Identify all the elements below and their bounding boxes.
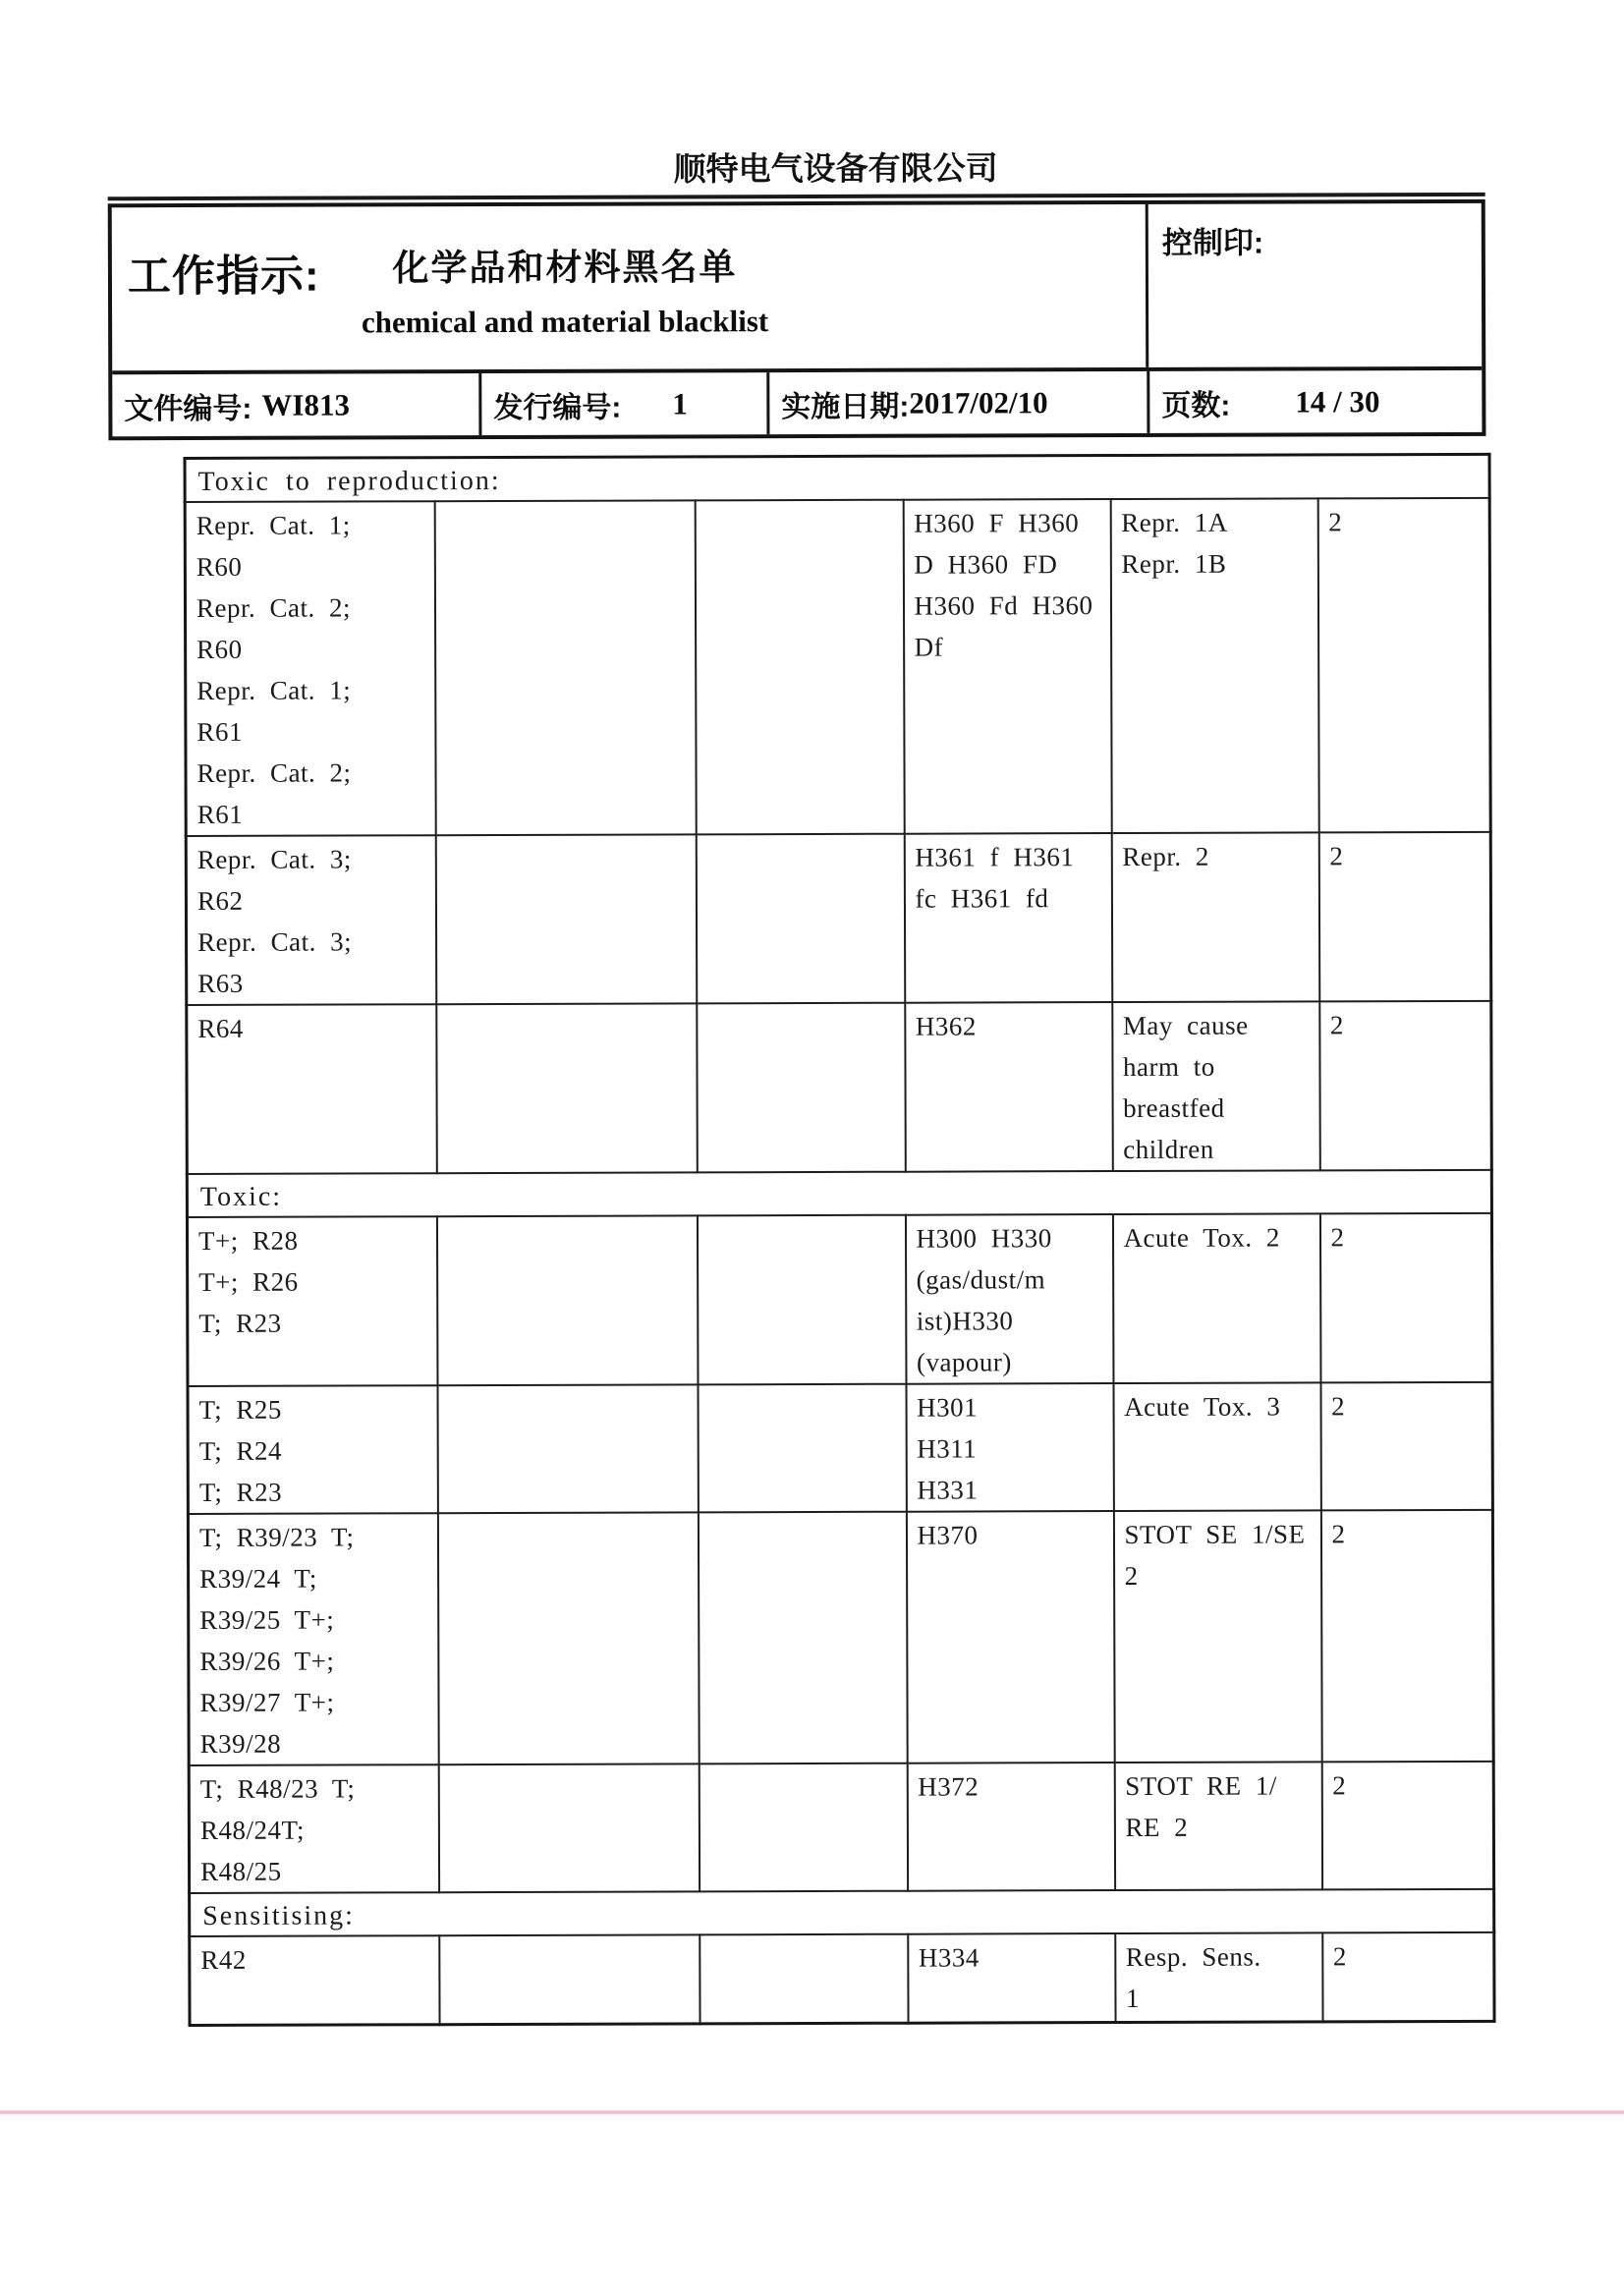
scanner-artifact-line: [0, 2110, 1624, 2114]
cell-hazard-codes: H362: [905, 1002, 1113, 1172]
issue-number-cell: [478, 372, 766, 435]
cell-blank: [435, 834, 697, 1004]
cell-blank: [437, 1384, 698, 1513]
cell-restriction-level: 2: [1320, 1510, 1493, 1763]
control-seal-label: 控制印:: [1161, 225, 1264, 260]
cell-blank: [436, 1215, 698, 1385]
cell-blank: [439, 1934, 700, 2024]
implementation-date-cell: [766, 371, 1147, 434]
doc-number-value: WI813: [261, 386, 350, 422]
cell-ghs-classification: Resp. Sens. 1: [1115, 1932, 1322, 2022]
cell-eu-classification: T+; R28 T+; R26 T; R23: [187, 1216, 437, 1386]
header-meta-row: [112, 370, 1482, 436]
cell-blank: [699, 1763, 907, 1892]
section-label: Toxic:: [187, 1170, 1491, 1217]
implementation-date-label: 实施日期:: [781, 390, 910, 423]
table-row: [187, 1213, 1492, 1386]
doc-number-label: 文件编号:: [124, 392, 252, 425]
header-title-cell: [112, 204, 1147, 370]
cell-restriction-level: 2: [1319, 1213, 1492, 1383]
issue-number-value: 1: [672, 385, 688, 420]
doc-number-cell: [112, 373, 478, 436]
cell-eu-classification: T; R48/23 T; R48/24T; R48/25: [189, 1764, 438, 1893]
table-row: [190, 1932, 1494, 2025]
cell-restriction-level: 2: [1319, 1001, 1492, 1171]
table-row: [187, 1001, 1492, 1174]
section-row: [190, 1889, 1494, 1936]
cell-blank: [697, 1215, 906, 1385]
cell-eu-classification: R42: [190, 1935, 439, 2025]
table-row: [188, 1510, 1493, 1765]
table-row: [185, 498, 1490, 836]
work-instruction-label: 工作指示:: [127, 252, 320, 302]
cell-restriction-level: 2: [1318, 832, 1491, 1002]
cell-blank: [434, 500, 696, 835]
cell-blank: [437, 1512, 699, 1764]
document-header-table: [108, 199, 1486, 440]
table-row: [189, 1762, 1493, 1893]
cell-hazard-codes: H334: [908, 1933, 1115, 2023]
cell-blank: [697, 1003, 906, 1173]
cell-hazard-codes: H361 f H361 fc H361 fd: [904, 833, 1112, 1003]
cell-restriction-level: 2: [1322, 1932, 1494, 2022]
implementation-date-value: 2017/02/10: [909, 384, 1048, 420]
cell-eu-classification: T; R39/23 T; R39/24 T; R39/25 T+; R39/26 T+; R39/27 T+; R39/28: [188, 1513, 438, 1765]
table-row: [188, 1382, 1492, 1514]
cell-ghs-classification: Repr. 2: [1111, 832, 1319, 1002]
cell-blank: [700, 1934, 908, 2024]
cell-ghs-classification: Acute Tox. 3: [1113, 1382, 1320, 1511]
company-name: 顺特电气设备有限公司: [108, 147, 1485, 200]
document-title-en: chemical and material blacklist: [361, 304, 769, 340]
cell-ghs-classification: Acute Tox. 2: [1112, 1213, 1320, 1383]
header-title-row: [112, 203, 1483, 374]
table-row: [186, 832, 1491, 1005]
cell-eu-classification: R64: [187, 1004, 437, 1174]
cell-blank: [436, 1003, 698, 1173]
cell-ghs-classification: May cause harm to breastfed children: [1112, 1001, 1320, 1171]
cell-hazard-codes: H360 F H360 D H360 FD H360 Fd H360 Df: [903, 499, 1111, 834]
section-label: Sensitising:: [190, 1889, 1494, 1936]
cell-blank: [698, 1512, 907, 1764]
cell-hazard-codes: H370: [906, 1511, 1114, 1763]
document-titles: [220, 205, 910, 341]
blacklist-table: [184, 453, 1496, 2027]
cell-blank: [695, 500, 904, 835]
cell-hazard-codes: H301 H311 H331: [906, 1383, 1113, 1512]
section-label: Toxic to reproduction:: [185, 454, 1489, 502]
cell-blank: [696, 834, 905, 1004]
cell-blank: [438, 1763, 699, 1892]
cell-eu-classification: T; R25 T; R24 T; R23: [188, 1385, 437, 1514]
page-count-value: 14 / 30: [1295, 383, 1380, 419]
section-row: [185, 454, 1489, 502]
page-count-cell: [1147, 370, 1482, 433]
cell-ghs-classification: STOT RE 1/ RE 2: [1114, 1762, 1321, 1890]
cell-restriction-level: 2: [1317, 498, 1490, 833]
cell-restriction-level: 2: [1321, 1762, 1493, 1890]
issue-number-label: 发行编号:: [493, 391, 622, 424]
cell-eu-classification: Repr. Cat. 3; R62 Repr. Cat. 3; R63: [186, 835, 436, 1005]
control-seal-cell: [1146, 203, 1483, 367]
cell-hazard-codes: H300 H330 (gas/dust/m ist)H330 (vapour): [905, 1214, 1113, 1384]
cell-eu-classification: Repr. Cat. 1; R60 Repr. Cat. 2; R60 Repr. Cat. 1; R61 Repr. Cat. 2; R61: [185, 501, 435, 836]
cell-ghs-classification: Repr. 1A Repr. 1B: [1110, 498, 1318, 833]
document-title-zh: 化学品和材料黑名单: [392, 247, 738, 289]
cell-blank: [698, 1384, 906, 1513]
page-count-label: 页数:: [1161, 389, 1231, 422]
section-row: [187, 1170, 1491, 1217]
cell-restriction-level: 2: [1320, 1382, 1492, 1511]
cell-ghs-classification: STOT SE 1/SE 2: [1113, 1510, 1321, 1763]
cell-hazard-codes: H372: [907, 1763, 1114, 1891]
